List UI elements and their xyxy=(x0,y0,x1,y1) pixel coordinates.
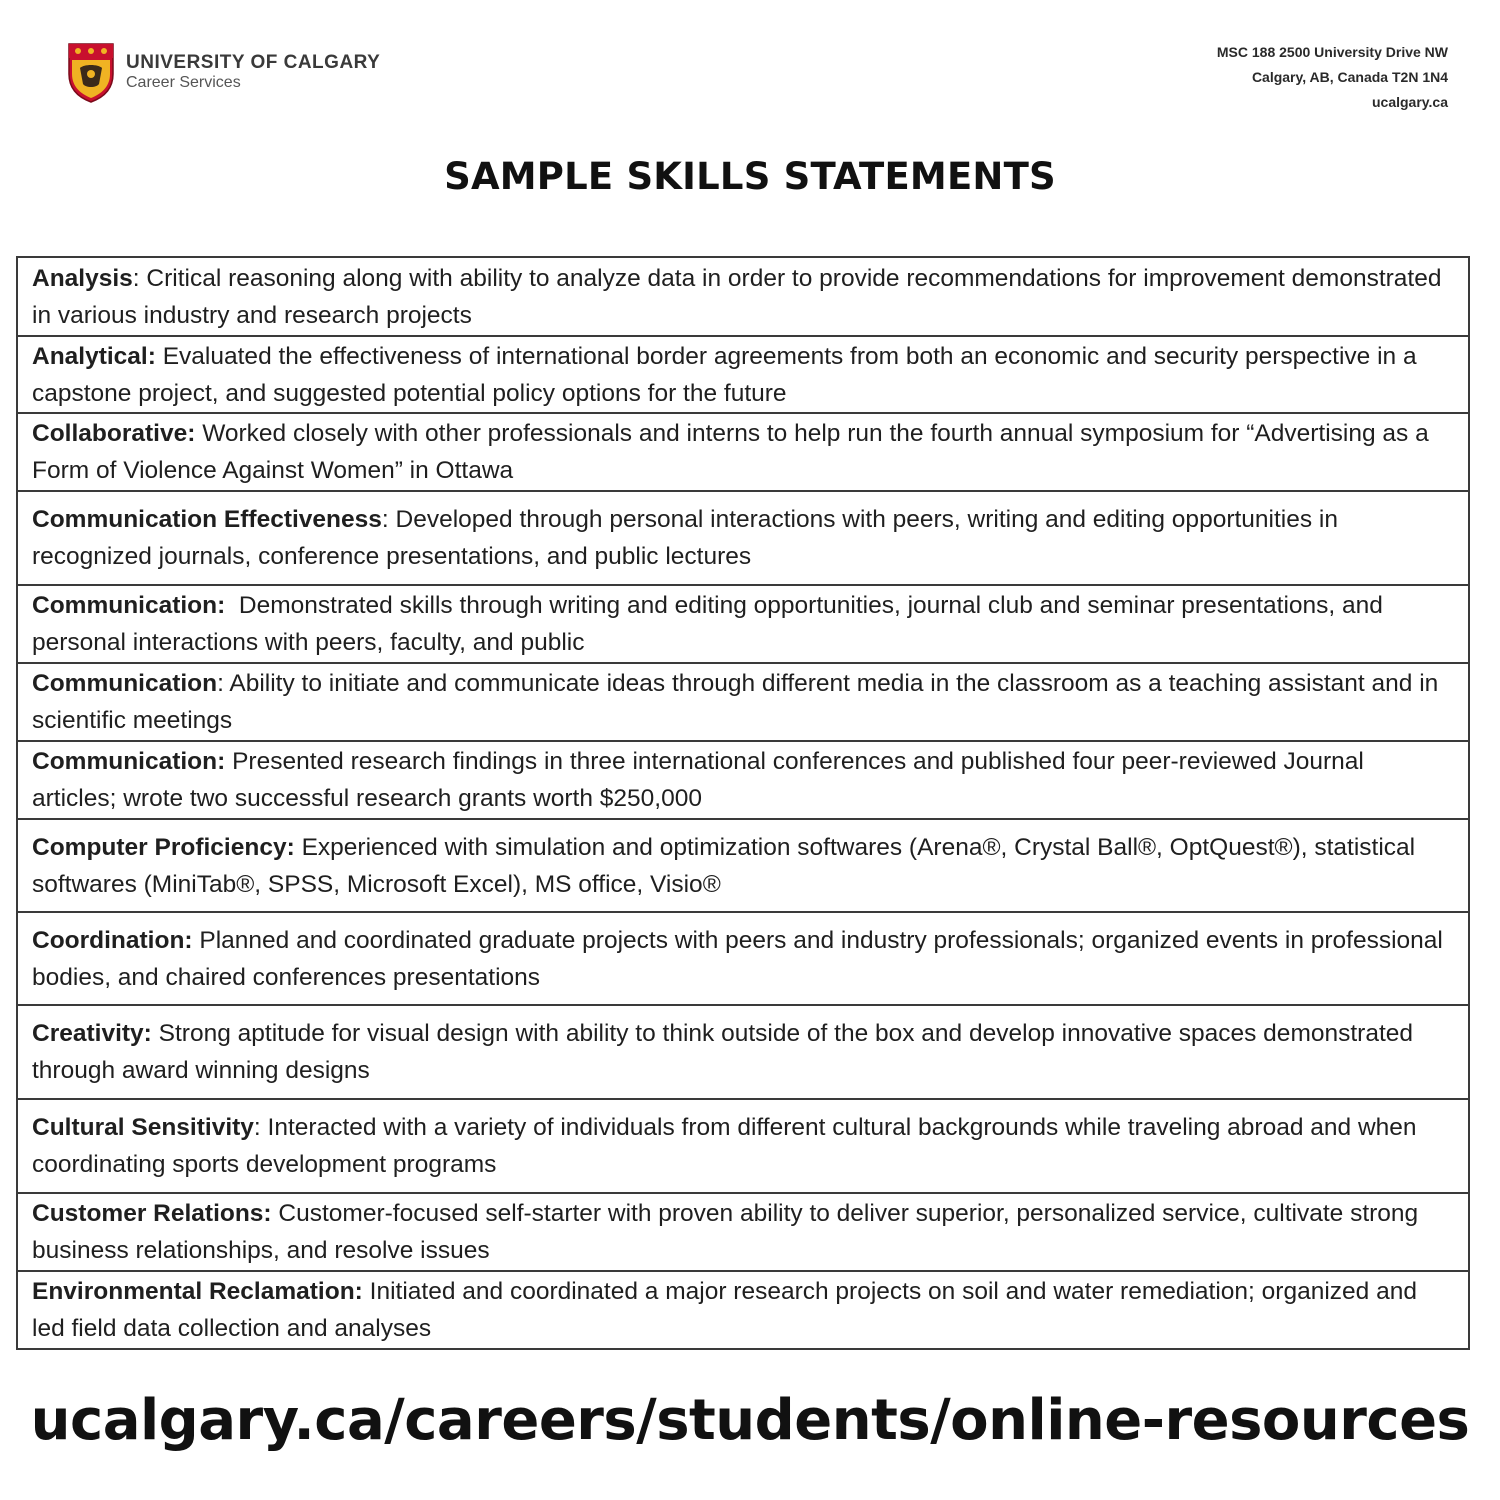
footer-url: ucalgary.ca/careers/students/online-resources xyxy=(30,1388,1470,1453)
skill-statement xyxy=(32,1195,1454,1269)
skill-description: Customer-focused self-starter with proven ability to deliver superior, personalized service, cultivate strong business relationships, and resolve issues xyxy=(32,1200,1419,1264)
skill-name: Communication Effectiveness xyxy=(32,506,382,533)
skill-statement xyxy=(32,1273,1454,1347)
skill-description: Worked closely with other professionals and interns to help run the fourth annual symposium for “Advertising as a Form of Violence Against Women” in Ottawa xyxy=(32,420,1429,484)
skill-name: Analytical: xyxy=(32,342,156,370)
skill-separator: : xyxy=(381,506,396,533)
skill-statement xyxy=(32,829,1454,903)
skill-statement xyxy=(32,415,1454,489)
address-website: ucalgary.ca xyxy=(1371,94,1448,110)
address-line: MSC 188 2500 University Drive NW xyxy=(1216,44,1448,60)
skill-name: Environmental Reclamation: xyxy=(32,1278,363,1305)
skill-row xyxy=(18,412,1468,490)
skill-statement xyxy=(32,501,1454,575)
university-crest-icon xyxy=(66,40,116,104)
skill-description: Initiated and coordinated a major research projects on soil and water remediation; organized and led field data collection and analyses xyxy=(32,1278,1417,1342)
skill-name: Coordination: xyxy=(32,926,193,954)
address-line: Calgary, AB, Canada T2N 1N4 xyxy=(1251,69,1448,85)
skill-name: Analysis xyxy=(32,264,133,292)
skill-statement xyxy=(32,587,1454,661)
logo-university-name: UNIVERSITY OF CALGARY xyxy=(126,51,381,73)
skill-name: Collaborative: xyxy=(32,420,196,447)
skill-statement xyxy=(32,338,1454,412)
skill-separator xyxy=(295,834,302,861)
skill-statement xyxy=(32,665,1454,739)
skill-name: Computer Proficiency: xyxy=(32,833,295,861)
address-block xyxy=(1217,40,1448,115)
skill-separator xyxy=(363,1278,370,1305)
skill-separator: : xyxy=(132,264,147,292)
skill-description: Critical reasoning along with ability to analyze data in order to provide recommendations for improvement demonstrated in various industry and research projects xyxy=(32,264,1442,329)
skill-statement xyxy=(32,922,1454,996)
skills-table xyxy=(16,256,1470,1350)
skill-name: Customer Relations: xyxy=(32,1200,272,1227)
skill-description: Planned and coordinated graduate projects with peers and industry professionals; organized events in professional bodies, and chaired conferences presentations xyxy=(32,926,1443,991)
skill-row xyxy=(18,911,1468,1004)
skill-description: Interacted with a variety of individuals from different cultural backgrounds while traveling abroad and when coordinating sports development programs xyxy=(32,1114,1417,1178)
page-header xyxy=(0,0,1500,140)
skill-row xyxy=(18,1270,1468,1348)
skill-description: Strong aptitude for visual design with ability to think outside of the box and develop innovative spaces demonstrated through award winning designs xyxy=(32,1020,1413,1084)
skill-row xyxy=(18,662,1468,740)
skill-row xyxy=(18,1192,1468,1270)
skill-row xyxy=(18,818,1468,911)
skill-description: Evaluated the effectiveness of international border agreements from both an economic and security perspective in a capstone project, and suggested potential policy options for the future xyxy=(32,342,1417,407)
skill-name: Communication: xyxy=(32,748,226,775)
skill-separator: : xyxy=(253,1114,268,1141)
skill-description: Developed through personal interactions with peers, writing and editing opportunities in recognized journals, conference presentations, and public lectures xyxy=(32,506,1338,570)
skill-name: Communication: xyxy=(32,592,226,619)
skill-separator xyxy=(225,592,239,619)
skill-statement xyxy=(32,743,1454,817)
skill-name: Creativity: xyxy=(32,1020,152,1047)
university-logo xyxy=(66,40,380,104)
skill-name: Cultural Sensitivity xyxy=(32,1114,254,1141)
skill-description: Experienced with simulation and optimization softwares (Arena®, Crystal Ball®, OptQuest®), statistical softwares (MiniTab®, SPSS, Microsoft Excel), MS office, Visio® xyxy=(32,833,1416,898)
skill-separator xyxy=(156,343,163,370)
skill-description: Presented research findings in three international conferences and published four peer-reviewed Journal articles; wrote two successful research grants worth $250,000 xyxy=(32,748,1364,812)
skill-separator: : xyxy=(217,670,230,697)
skill-row xyxy=(18,584,1468,662)
skill-statement xyxy=(32,1015,1454,1089)
skill-row xyxy=(18,1004,1468,1098)
skill-description: Demonstrated skills through writing and editing opportunities, journal club and seminar presentations, and personal interactions with peers, faculty, and public xyxy=(32,592,1383,656)
skill-statement xyxy=(32,260,1454,334)
skill-name: Communication xyxy=(32,670,218,697)
skill-row xyxy=(18,258,1468,335)
page-title: SAMPLE SKILLS STATEMENTS xyxy=(444,155,1056,198)
skill-row xyxy=(18,1098,1468,1192)
skill-row xyxy=(18,740,1468,818)
skill-statement xyxy=(32,1109,1454,1183)
logo-subtitle: Career Services xyxy=(126,73,241,91)
skill-separator xyxy=(152,1020,159,1047)
skill-description: Ability to initiate and communicate ideas through different media in the classroom as a teaching assistant and in scientific meetings xyxy=(32,670,1439,734)
skill-row xyxy=(18,335,1468,412)
skill-row xyxy=(18,490,1468,584)
